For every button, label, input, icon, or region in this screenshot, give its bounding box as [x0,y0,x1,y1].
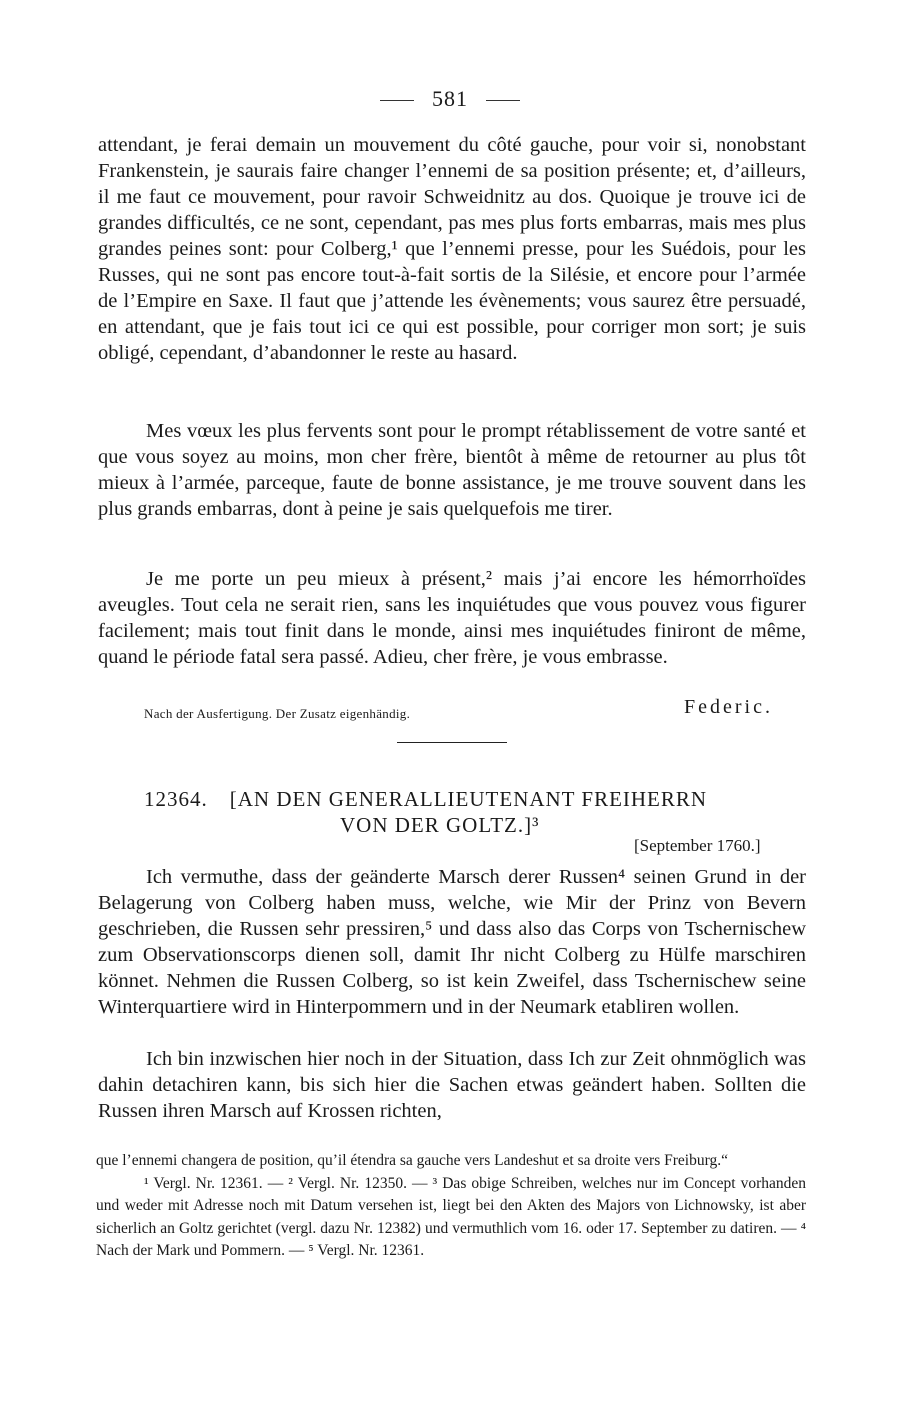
page-header [0,86,900,112]
german-paragraph-1-block [98,864,806,1020]
german-paragraph-2-block [98,1046,806,1124]
german-paragraph-2: Ich bin inzwischen hier noch in der Situation, dass Ich zur Zeit ohnmöglich was dahin detachiren kann, bis sich hier die Sachen etwas geändert haben. Sollten die Russen ihren Marsch auf Krossen richten, [98,1048,806,1122]
letter-heading-line-2: VON DER GOLTZ.]³ [340,813,540,837]
section-divider [397,742,507,743]
french-postscript: Je me porte un peu mieux à présent,² mais j’ai encore les hémorrhoïdes aveugles. Tout cela ne serait rien, sans les inquiétudes que vous pouvez vous figurer facilement; mais tout finit dans le monde, ainsi mes inquiétudes finiront de même, quand le période fatal sera passé. Adieu, cher frère, je vous embrasse. [98,568,806,668]
french-paragraph-2-block [98,418,806,522]
footnote-continuation: que l’ennemi changera de position, qu’il étendra sa gauche vers Landeshut et sa droite vers Freiburg.“ [96,1152,728,1169]
letter-heading [144,786,804,838]
source-note: Nach der Ausfertigung. Der Zusatz eigenhändig. [144,706,411,721]
french-postscript-block [98,566,806,670]
signature: Federic. [684,696,773,718]
header-dash-left [380,100,414,101]
french-paragraph-1-block [98,132,806,366]
header-dash-right [486,100,520,101]
page-number: 581 [432,86,468,111]
letter-number: 12364. [144,787,208,811]
footnote-list: ¹ Vergl. Nr. 12361. — ² Vergl. Nr. 12350. — ³ Das obige Schreiben, welches nur im Concept vorhanden und weder mit Adresse noch mit Datum versehen ist, liegt bei den Akten des Majors von Lichnowsky, ist aber sicherlich an Goltz gerichtet (vergl. dazu Nr. 12382) und vermuthlich vom 16. oder 17. September zu datiren. — ⁴ Nach der Mark und Pommern. — ⁵ Vergl. Nr. 12361. [96,1174,806,1259]
letter-date: [September 1760.] [634,836,761,855]
german-paragraph-1: Ich vermuthe, dass der geänderte Marsch derer Russen⁴ seinen Grund in der Belagerung von Colberg haben muss, welche, wie Mir der Prinz von Bevern geschrieben, die Russen sehr pressiren,⁵ und dass also das Corps von Tschernischew zum Observationscorps dienen soll, damit Ihr nicht Colberg zu Hülfe marschiren könnet. Nehmen die Russen Colberg, so ist kein Zweifel, dass Tschernischew seine Winterquartiere wird in Hinterpommern und in der Neumark etabliren wollen. [98,866,806,1018]
french-paragraph-2: Mes vœux les plus fervents sont pour le prompt rétablissement de votre santé et que vous soyez au moins, mon cher frère, bientôt à même de retourner au plus tôt mieux à l’armée, parceque, faute de bonne assistance, je me trouve souvent dans les plus grands embarras, dont à peine je sais quelquefois me tirer. [98,420,806,520]
letter-heading-line-1: [AN DEN GENERALLIEUTENANT FREIHERRN [229,787,708,811]
footnotes [96,1150,806,1263]
french-paragraph-1: attendant, je ferai demain un mouvement du côté gauche, pour voir si, nonobstant Frankenstein, je saurais faire changer l’ennemi de sa position présente; et, d’ailleurs, il me faut ce mouvement, pour ravoir Schweidnitz au dos. Quoique je trouve ici de grandes difficultés, ce ne sont, cependant, pas mes plus forts embarras, mais mes plus grandes peines sont: pour Colberg,¹ que l’ennemi presse, pour les Suédois, pour les Russes, qui ne sont pas encore tout-à-fait sortis de la Silésie, et encore pour l’armée de l’Empire en Saxe. Il faut que j’attende les évènements; vous saurez être persuadé, en attendant, que je fais tout ici ce qui est possible, pour corriger mon sort; je suis obligé, cependant, d’abandonner le reste au hasard. [98,134,806,364]
